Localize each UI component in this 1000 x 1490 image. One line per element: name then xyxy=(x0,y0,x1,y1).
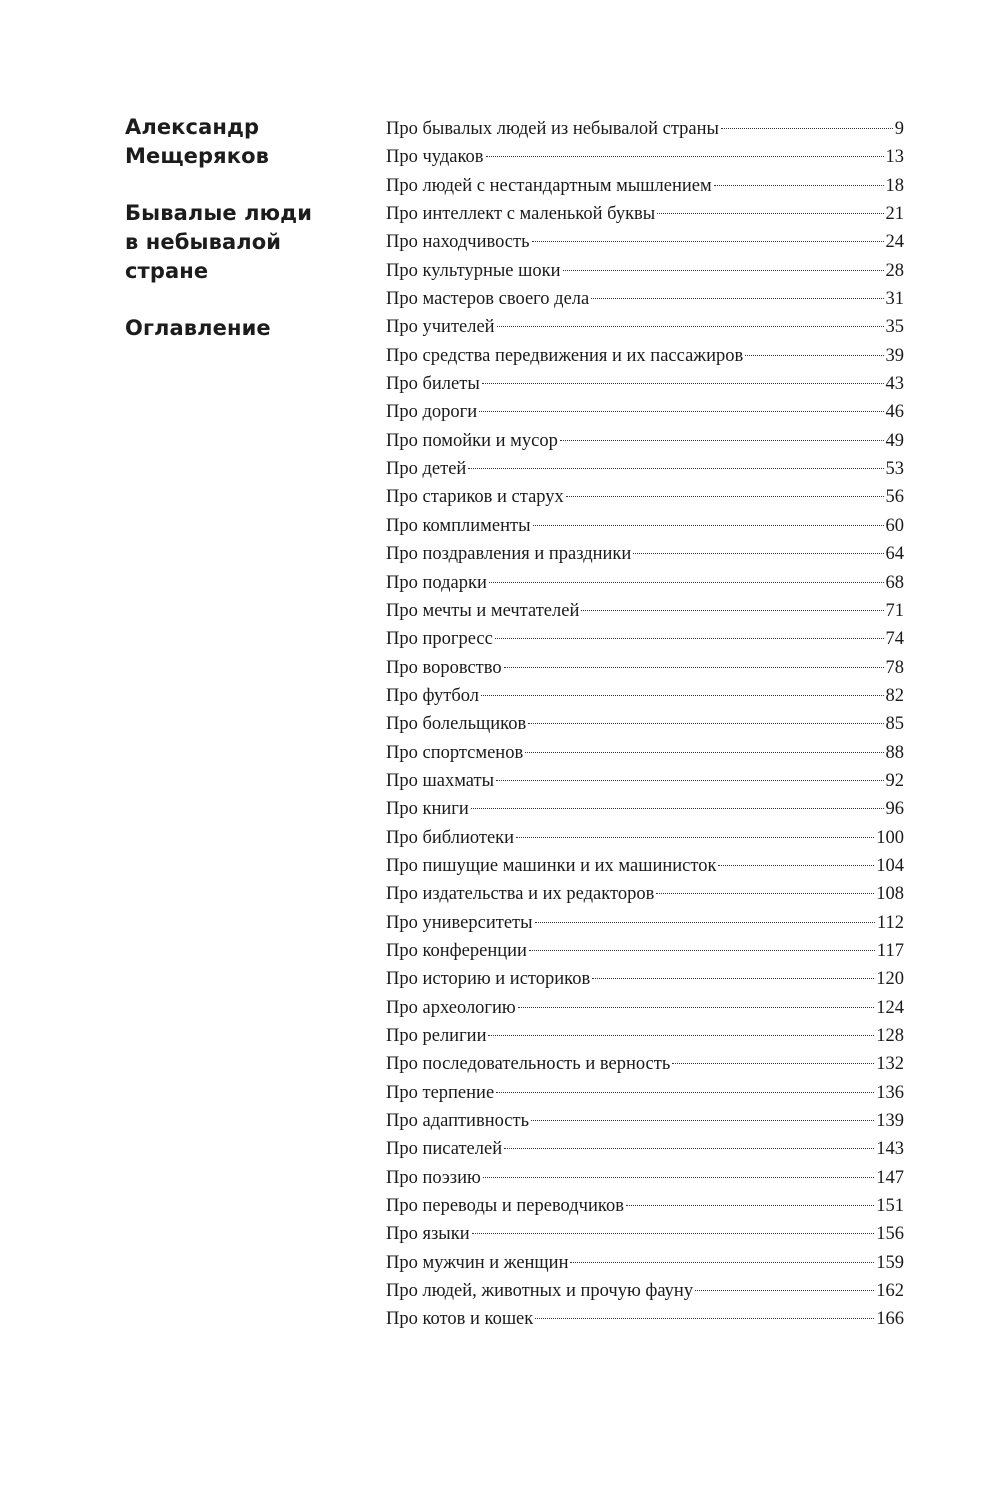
dot-leader xyxy=(535,922,875,923)
toc-entry-page-number: 56 xyxy=(885,487,904,508)
toc-entry-title: Про дороги xyxy=(386,402,478,423)
toc-entry-page-number: 124 xyxy=(876,997,904,1018)
toc-entry-page-number: 92 xyxy=(885,770,904,791)
toc-entry[interactable] xyxy=(386,795,904,823)
toc-entry[interactable] xyxy=(386,257,904,285)
toc-entry[interactable] xyxy=(386,909,904,937)
dot-leader xyxy=(479,411,883,412)
dot-leader xyxy=(592,978,874,979)
dot-leader xyxy=(563,270,884,271)
contents-heading-text: Оглавление xyxy=(125,316,271,340)
dot-leader xyxy=(472,1233,875,1234)
dot-leader xyxy=(535,1318,874,1319)
toc-entry-title: Про переводы и переводчиков xyxy=(386,1196,624,1217)
author-last-name: Мещеряков xyxy=(125,144,269,168)
toc-entry[interactable] xyxy=(386,597,904,625)
toc-entry-title: Про людей, животных и прочую фауну xyxy=(386,1281,694,1302)
toc-entry[interactable] xyxy=(386,342,904,370)
toc-entry-title: Про археологию xyxy=(386,997,516,1018)
toc-entry[interactable] xyxy=(386,455,904,483)
dot-leader xyxy=(496,780,883,781)
dot-leader xyxy=(504,667,884,668)
book-title-line-1: Бывалые люди xyxy=(125,201,313,225)
author-first-name: Александр xyxy=(125,115,260,139)
toc-entry-page-number: 136 xyxy=(876,1082,904,1103)
toc-entry[interactable] xyxy=(386,143,904,171)
toc-entry-page-number: 24 xyxy=(885,232,904,253)
toc-entry-title: Про мечты и мечтателей xyxy=(386,600,580,621)
toc-entry[interactable] xyxy=(386,1305,904,1333)
dot-leader xyxy=(525,752,883,753)
toc-entry-title: Про помойки и мусор xyxy=(386,430,558,451)
toc-entry[interactable] xyxy=(386,1022,904,1050)
dot-leader xyxy=(532,241,884,242)
dot-leader xyxy=(516,837,874,838)
dot-leader xyxy=(483,1177,874,1178)
toc-entry-page-number: 112 xyxy=(876,912,904,933)
toc-entry[interactable] xyxy=(386,937,904,965)
dot-leader xyxy=(471,808,884,809)
toc-entry-title: Про конференции xyxy=(386,940,527,961)
toc-entry-title: Про историю и историков xyxy=(386,969,591,990)
toc-entry-title: Про терпение xyxy=(386,1082,495,1103)
title-block xyxy=(125,113,355,371)
toc-entry[interactable] xyxy=(386,965,904,993)
toc-entry-title: Про поздравления и праздники xyxy=(386,544,632,565)
toc-entry[interactable] xyxy=(386,654,904,682)
toc-entry[interactable] xyxy=(386,767,904,795)
toc-entry-page-number: 108 xyxy=(876,884,904,905)
toc-entry[interactable] xyxy=(386,115,904,143)
toc-entry-page-number: 64 xyxy=(885,544,904,565)
dot-leader xyxy=(560,440,884,441)
toc-entry[interactable] xyxy=(386,1164,904,1192)
dot-leader xyxy=(496,1092,874,1093)
book-title xyxy=(125,199,355,286)
toc-entry-title: Про языки xyxy=(386,1224,470,1245)
toc-entry-page-number: 39 xyxy=(885,345,904,366)
toc-entry[interactable] xyxy=(386,228,904,256)
toc-entry-page-number: 60 xyxy=(885,515,904,536)
dot-leader xyxy=(482,383,884,384)
dot-leader xyxy=(481,695,884,696)
dot-leader xyxy=(531,1120,874,1121)
toc-entry-title: Про бывалых людей из небывалой страны xyxy=(386,119,719,139)
dot-leader xyxy=(591,298,883,299)
toc-entry[interactable] xyxy=(386,172,904,200)
toc-entry-title: Про детей xyxy=(386,459,467,480)
dot-leader xyxy=(504,1148,874,1149)
toc-entry-page-number: 28 xyxy=(885,260,904,281)
toc-entry[interactable] xyxy=(386,1192,904,1220)
toc-entry-title: Про находчивость xyxy=(386,232,530,253)
toc-entry[interactable] xyxy=(386,1135,904,1163)
toc-entry[interactable] xyxy=(386,1079,904,1107)
toc-entry-page-number: 68 xyxy=(885,572,904,593)
dot-leader xyxy=(488,1035,874,1036)
toc-entry-page-number: 128 xyxy=(876,1026,904,1046)
toc-entry-page-number: 143 xyxy=(876,1139,904,1160)
toc-entry[interactable] xyxy=(386,880,904,908)
toc-entry-page-number: 104 xyxy=(876,855,904,876)
dot-leader xyxy=(529,950,875,951)
toc-entry-title: Про прогресс xyxy=(386,629,493,650)
toc-entry-page-number: 88 xyxy=(885,742,904,763)
toc-entry-title: Про котов и кошек xyxy=(386,1309,534,1330)
toc-entry[interactable] xyxy=(386,483,904,511)
dot-leader xyxy=(695,1290,874,1291)
author-name xyxy=(125,113,355,171)
toc-entry[interactable] xyxy=(386,313,904,341)
dot-leader xyxy=(486,156,884,157)
toc-entry-page-number: 132 xyxy=(876,1054,904,1075)
toc-entry-page-number: 120 xyxy=(876,969,904,990)
toc-entry-page-number: 53 xyxy=(885,459,904,480)
toc-entry[interactable] xyxy=(386,370,904,398)
dot-leader xyxy=(672,1063,874,1064)
toc-entry-title: Про религии xyxy=(386,1026,487,1046)
toc-entry-title: Про комплименты xyxy=(386,515,531,536)
toc-entry-title: Про билеты xyxy=(386,374,480,395)
toc-entry-page-number: 49 xyxy=(885,430,904,451)
toc-entry[interactable] xyxy=(386,1249,904,1277)
toc-entry-page-number: 151 xyxy=(876,1196,904,1217)
toc-entry[interactable] xyxy=(386,739,904,767)
toc-entry-title: Про стариков и старух xyxy=(386,487,564,508)
toc-entry[interactable] xyxy=(386,710,904,738)
toc-entry-page-number: 21 xyxy=(885,204,904,225)
toc-entry-page-number: 117 xyxy=(876,940,904,961)
dot-leader xyxy=(489,582,884,583)
toc-entry-title: Про культурные шоки xyxy=(386,260,561,281)
dot-leader xyxy=(718,865,874,866)
dot-leader xyxy=(570,1262,874,1263)
toc-entry-page-number: 9 xyxy=(894,119,904,139)
toc-entry-title: Про подарки xyxy=(386,572,487,593)
toc-entry-title: Про писателей xyxy=(386,1139,503,1160)
dot-leader xyxy=(497,326,884,327)
dot-leader xyxy=(518,1007,875,1008)
toc-entry[interactable] xyxy=(386,200,904,228)
dot-leader xyxy=(581,610,883,611)
toc-entry-title: Про последовательность и верность xyxy=(386,1054,671,1075)
toc-entry[interactable] xyxy=(386,625,904,653)
toc-entry[interactable] xyxy=(386,398,904,426)
toc-entry-page-number: 46 xyxy=(885,402,904,423)
toc-entry[interactable] xyxy=(386,285,904,313)
toc-entry[interactable] xyxy=(386,1050,904,1078)
toc-entry-page-number: 31 xyxy=(885,289,904,310)
toc-entry-page-number: 18 xyxy=(885,175,904,196)
toc-entry[interactable] xyxy=(386,1277,904,1305)
toc-entry[interactable] xyxy=(386,569,904,597)
toc-entry[interactable] xyxy=(386,1220,904,1248)
toc-entry-title: Про шахматы xyxy=(386,770,495,791)
toc-entry-title: Про издательства и их редакторов xyxy=(386,884,655,905)
toc-entry-page-number: 78 xyxy=(885,657,904,678)
table-of-contents xyxy=(386,115,904,1334)
dot-leader xyxy=(714,185,884,186)
toc-entry-page-number: 82 xyxy=(885,685,904,706)
toc-entry-page-number: 139 xyxy=(876,1111,904,1132)
toc-entry-title: Про футбол xyxy=(386,685,479,706)
toc-entry[interactable] xyxy=(386,1107,904,1135)
toc-entry-title: Про средства передвижения и их пассажиров xyxy=(386,345,744,366)
dot-leader xyxy=(656,893,874,894)
dot-leader xyxy=(633,553,883,554)
toc-entry-page-number: 162 xyxy=(876,1281,904,1302)
toc-entry-page-number: 100 xyxy=(876,827,904,848)
toc-entry-title: Про поэзию xyxy=(386,1167,481,1188)
toc-entry-title: Про болельщиков xyxy=(386,714,527,735)
toc-entry-title: Про интеллект с маленькой буквы xyxy=(386,204,656,225)
toc-entry[interactable] xyxy=(386,852,904,880)
toc-entry-title: Про мастеров своего дела xyxy=(386,289,590,310)
book-title-line-2: в небывалой xyxy=(125,230,282,254)
toc-entry-page-number: 35 xyxy=(885,317,904,338)
toc-entry-page-number: 71 xyxy=(885,600,904,621)
dot-leader xyxy=(468,468,883,469)
toc-entry-page-number: 166 xyxy=(876,1309,904,1330)
dot-leader xyxy=(533,525,884,526)
toc-entry-title: Про чудаков xyxy=(386,147,484,168)
toc-entry-title: Про библиотеки xyxy=(386,827,515,848)
toc-entry-title: Про спортсменов xyxy=(386,742,524,763)
toc-entry-title: Про книги xyxy=(386,799,469,820)
toc-entry[interactable] xyxy=(386,682,904,710)
toc-entry[interactable] xyxy=(386,540,904,568)
toc-entry-page-number: 85 xyxy=(885,714,904,735)
toc-entry-title: Про мужчин и женщин xyxy=(386,1252,569,1273)
book-title-line-3: стране xyxy=(125,259,209,283)
dot-leader xyxy=(528,723,883,724)
dot-leader xyxy=(626,1205,874,1206)
toc-entry-page-number: 43 xyxy=(885,374,904,395)
toc-entry[interactable] xyxy=(386,512,904,540)
toc-entry-page-number: 13 xyxy=(885,147,904,168)
toc-entry-page-number: 147 xyxy=(876,1167,904,1188)
dot-leader xyxy=(566,496,884,497)
toc-entry-title: Про воровство xyxy=(386,657,502,678)
dot-leader xyxy=(745,355,883,356)
toc-entry-title: Про учителей xyxy=(386,317,495,338)
dot-leader xyxy=(495,638,884,639)
toc-entry-page-number: 74 xyxy=(885,629,904,650)
toc-entry-title: Про адаптивность xyxy=(386,1111,530,1132)
toc-entry-title: Про университеты xyxy=(386,912,533,933)
toc-entry-page-number: 156 xyxy=(876,1224,904,1245)
toc-entry[interactable] xyxy=(386,824,904,852)
toc-entry[interactable] xyxy=(386,427,904,455)
toc-entry-title: Про людей с нестандартным мышлением xyxy=(386,175,712,196)
toc-entry-page-number: 96 xyxy=(885,799,904,820)
contents-heading xyxy=(125,314,355,343)
toc-entry[interactable] xyxy=(386,994,904,1022)
dot-leader xyxy=(721,128,893,129)
toc-entry-page-number: 159 xyxy=(876,1252,904,1273)
toc-entry-title: Про пишущие машинки и их машинисток xyxy=(386,855,717,876)
dot-leader xyxy=(657,213,883,214)
